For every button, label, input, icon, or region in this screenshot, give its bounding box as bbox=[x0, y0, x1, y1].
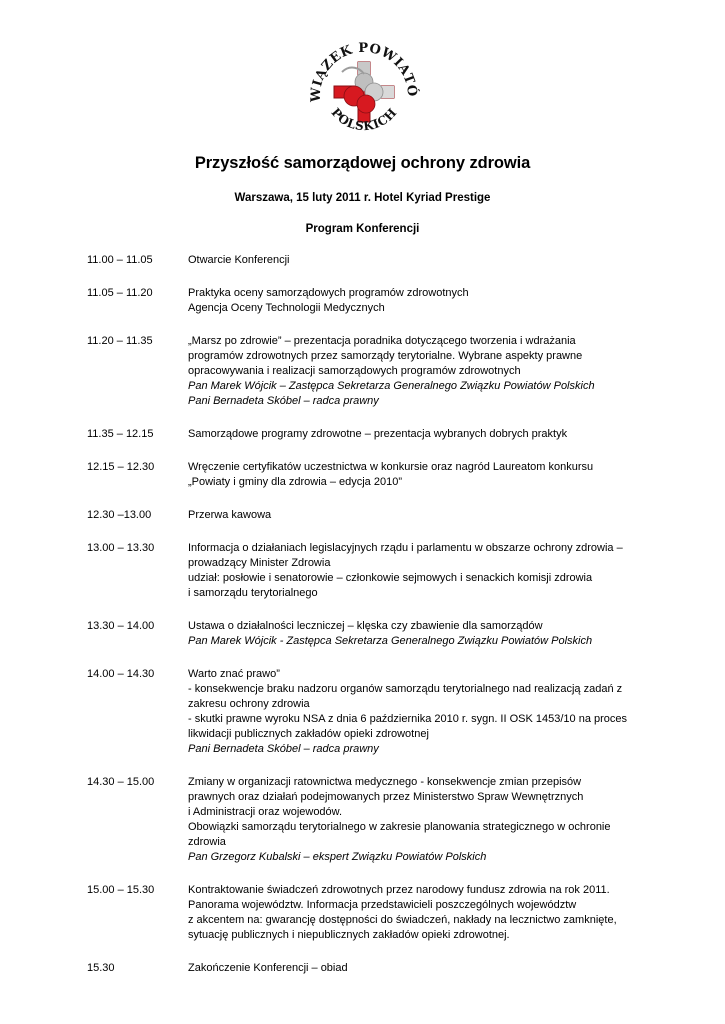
program-heading: Program Konferencji bbox=[305, 223, 420, 235]
schedule-time: 14.30 – 15.00 bbox=[87, 776, 155, 788]
schedule-description bbox=[188, 334, 647, 409]
schedule-time: 11.00 – 11.05 bbox=[87, 254, 153, 266]
description-line: Praktyka oceny samorządowych programów zdrowotnych bbox=[188, 287, 469, 299]
puzzle-cross-logo-icon bbox=[300, 26, 428, 154]
description-line: prowadzący Minister Zdrowia bbox=[188, 557, 331, 569]
schedule-description bbox=[188, 961, 647, 976]
description-line: z akcentem na: gwarancję dostępności do świadczeń, nakłady na lecznictwo zamknięte, bbox=[188, 914, 617, 926]
schedule-row bbox=[87, 286, 647, 316]
schedule-row bbox=[87, 334, 647, 409]
schedule-row bbox=[87, 427, 647, 442]
description-line: Kontraktowanie świadczeń zdrowotnych przez narodowy fundusz zdrowia na rok 2011. bbox=[188, 884, 610, 896]
schedule-time: 11.20 – 11.35 bbox=[87, 335, 153, 347]
description-line: programów zdrowotnych przez samorządy terytorialne. Wybrane aspekty prawne bbox=[188, 350, 583, 362]
schedule-row bbox=[87, 253, 647, 268]
description-line: Warto znać prawo” bbox=[188, 668, 280, 680]
description-line: i Administracji oraz wojewodów. bbox=[188, 806, 343, 818]
description-line: Wręczenie certyfikatów uczestnictwa w konkursie oraz nagród Laureatom konkursu bbox=[188, 461, 594, 473]
schedule-row bbox=[87, 775, 647, 865]
logo-text-bottom: POLSKICH bbox=[328, 105, 400, 134]
speaker-line: Pan Grzegorz Kubalski – ekspert Związku Powiatów Polskich bbox=[188, 851, 487, 863]
description-line: udział: posłowie i senatorowie – członkowie sejmowych i senackich komisji zdrowia bbox=[188, 572, 593, 584]
description-line: Samorządowe programy zdrowotne – prezentacja wybranych dobrych praktyk bbox=[188, 428, 568, 440]
schedule-time: 15.00 – 15.30 bbox=[87, 884, 155, 896]
description-line: Informacja o działaniach legislacyjnych rządu i parlamentu w obszarze ochrony zdrowia – bbox=[188, 542, 623, 554]
description-line: Ustawa o działalności leczniczej – klęska czy zbawienie dla samorządów bbox=[188, 620, 543, 632]
description-line: zdrowia bbox=[188, 836, 226, 848]
association-logo bbox=[300, 26, 428, 154]
speaker-line: Pani Bernadeta Skóbel – radca prawny bbox=[188, 743, 379, 755]
document-subtitle: Warszawa, 15 luty 2011 r. Hotel Kyriad Prestige bbox=[234, 192, 491, 204]
conference-schedule bbox=[87, 253, 647, 994]
schedule-row bbox=[87, 667, 647, 757]
speaker-line: Pan Marek Wójcik - Zastępca Sekretarza Generalnego Związku Powiatów Polskich bbox=[188, 635, 593, 647]
schedule-row bbox=[87, 883, 647, 943]
document-title: Przyszłość samorządowej ochrony zdrowia bbox=[194, 154, 531, 172]
schedule-description bbox=[188, 427, 647, 442]
schedule-description bbox=[188, 253, 647, 268]
schedule-time: 13.00 – 13.30 bbox=[87, 542, 155, 554]
description-line: - konsekwencje braku nadzoru organów samorządu terytorialnego nad realizacją zadań z bbox=[188, 683, 623, 695]
schedule-time: 11.05 – 11.20 bbox=[87, 287, 153, 299]
schedule-time: 11.35 – 12.15 bbox=[87, 428, 154, 440]
description-line: i samorządu terytorialnego bbox=[188, 587, 318, 599]
schedule-description bbox=[188, 508, 647, 523]
speaker-line: Pan Marek Wójcik – Zastępca Sekretarza Generalnego Związku Powiatów Polskich bbox=[188, 380, 595, 392]
schedule-time: 12.30 –13.00 bbox=[87, 509, 152, 521]
schedule-row bbox=[87, 961, 647, 976]
schedule-row bbox=[87, 619, 647, 649]
description-line: zakresu ochrony zdrowia bbox=[188, 698, 310, 710]
schedule-description bbox=[188, 883, 647, 943]
schedule-description bbox=[188, 541, 647, 601]
description-line: Panorama województw. Informacja przedstawicieli poszczególnych województw bbox=[188, 899, 577, 911]
schedule-description bbox=[188, 460, 647, 490]
description-line: Zakończenie Konferencji – obiad bbox=[188, 962, 348, 974]
logo-text-top: WIĄZEK POWIATÓ bbox=[308, 40, 420, 103]
schedule-description bbox=[188, 775, 647, 865]
description-line: sytuację publicznych i niepublicznych zakładów opieki zdrowotnej. bbox=[188, 929, 510, 941]
description-line: likwidacji publicznych zakładów opieki zdrowotnej bbox=[188, 728, 429, 740]
description-line: Przerwa kawowa bbox=[188, 509, 272, 521]
schedule-description bbox=[188, 667, 647, 757]
schedule-time: 14.00 – 14.30 bbox=[87, 668, 155, 680]
schedule-time: 13.30 – 14.00 bbox=[87, 620, 155, 632]
schedule-row bbox=[87, 508, 647, 523]
description-line: prawnych oraz działań podejmowanych przez Ministerstwo Spraw Wewnętrznych bbox=[188, 791, 584, 803]
description-line: Obowiązki samorządu terytorialnego w zakresie planowania strategicznego w ochronie bbox=[188, 821, 611, 833]
description-line: „Marsz po zdrowie” – prezentacja poradnika dotyczącego tworzenia i wdrażania bbox=[188, 335, 576, 347]
description-line: Agencja Oceny Technologii Medycznych bbox=[188, 302, 385, 314]
schedule-row bbox=[87, 541, 647, 601]
description-line: „Powiaty i gminy dla zdrowia – edycja 2010” bbox=[188, 476, 402, 488]
schedule-row bbox=[87, 460, 647, 490]
description-line: opracowywania i realizacji samorządowych programów zdrowotnych bbox=[188, 365, 521, 377]
speaker-line: Pani Bernadeta Skóbel – radca prawny bbox=[188, 395, 379, 407]
schedule-description bbox=[188, 619, 647, 649]
schedule-description bbox=[188, 286, 647, 316]
schedule-time: 12.15 – 12.30 bbox=[87, 461, 155, 473]
schedule-time: 15.30 bbox=[87, 962, 115, 974]
description-line: - skutki prawne wyroku NSA z dnia 6 października 2010 r. sygn. II OSK 1453/10 na proces bbox=[188, 713, 628, 725]
description-line: Otwarcie Konferencji bbox=[188, 254, 290, 266]
description-line: Zmiany w organizacji ratownictwa medycznego - konsekwencje zmian przepisów bbox=[188, 776, 582, 788]
